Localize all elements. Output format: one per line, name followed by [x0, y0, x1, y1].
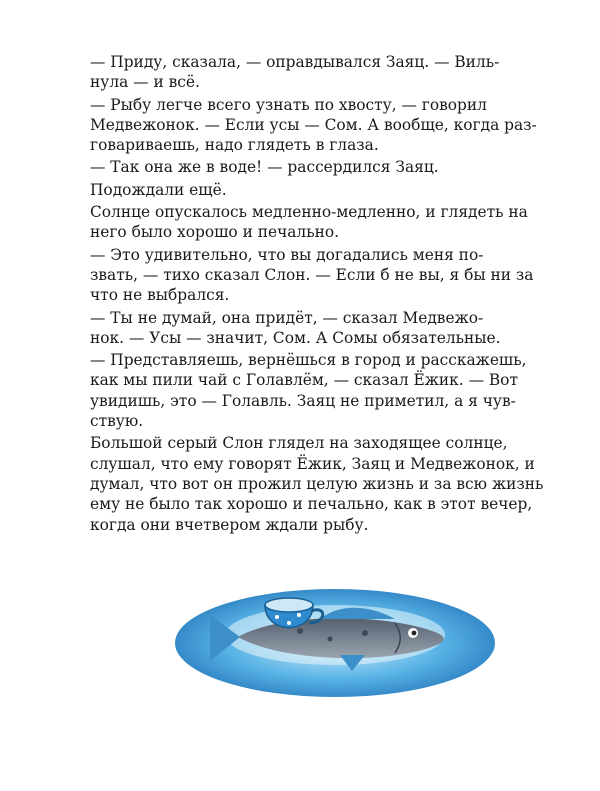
paragraph: — Это удивительно, что вы догадались меня по- звать, — тихо сказал Слон. — Если б не вы, я бы ни за что не выбрался.: [90, 245, 534, 305]
paragraph: Большой серый Слон глядел на заходящее солнце, слушал, что ему говорят Ёжик, Заяц и Медвежонок, и думал, что вот он прожил целую жизнь и за всю жизнь ему не было так хорошо и печально, как в этот вечер, когда они вчетвером ждали рыбу.: [90, 434, 544, 534]
paragraph: — Рыбу легче всего узнать по хвосту, — говорил Медвежонок. — Если усы — Сом. А вообще, когда раз- говариваешь, надо глядеть в глаза.: [90, 95, 537, 155]
story-text: [90, 52, 572, 537]
paragraph: Подождали ещё.: [90, 180, 227, 199]
paragraph: — Приду, сказала, — оправдывался Заяц. — Виль- нула — и всё.: [90, 53, 500, 92]
paragraph: Солнце опускалось медленно-медленно, и глядеть на него было хорошо и печально.: [90, 203, 528, 242]
fish-with-cup-illustration: [170, 575, 510, 705]
paragraph: — Так она же в воде! — рассердился Заяц.: [90, 158, 439, 177]
paragraph: — Ты не думай, она придёт, — сказал Медвежо- нок. — Усы — значит, Сом. А Сомы обязательные.: [90, 308, 501, 347]
paragraph: — Представляешь, вернёшься в город и расскажешь, как мы пили чай с Голавлём, — сказал Ёжик. — Вот увидишь, это — Голавль. Заяц не приметил, а я чув- ствую.: [90, 351, 527, 431]
